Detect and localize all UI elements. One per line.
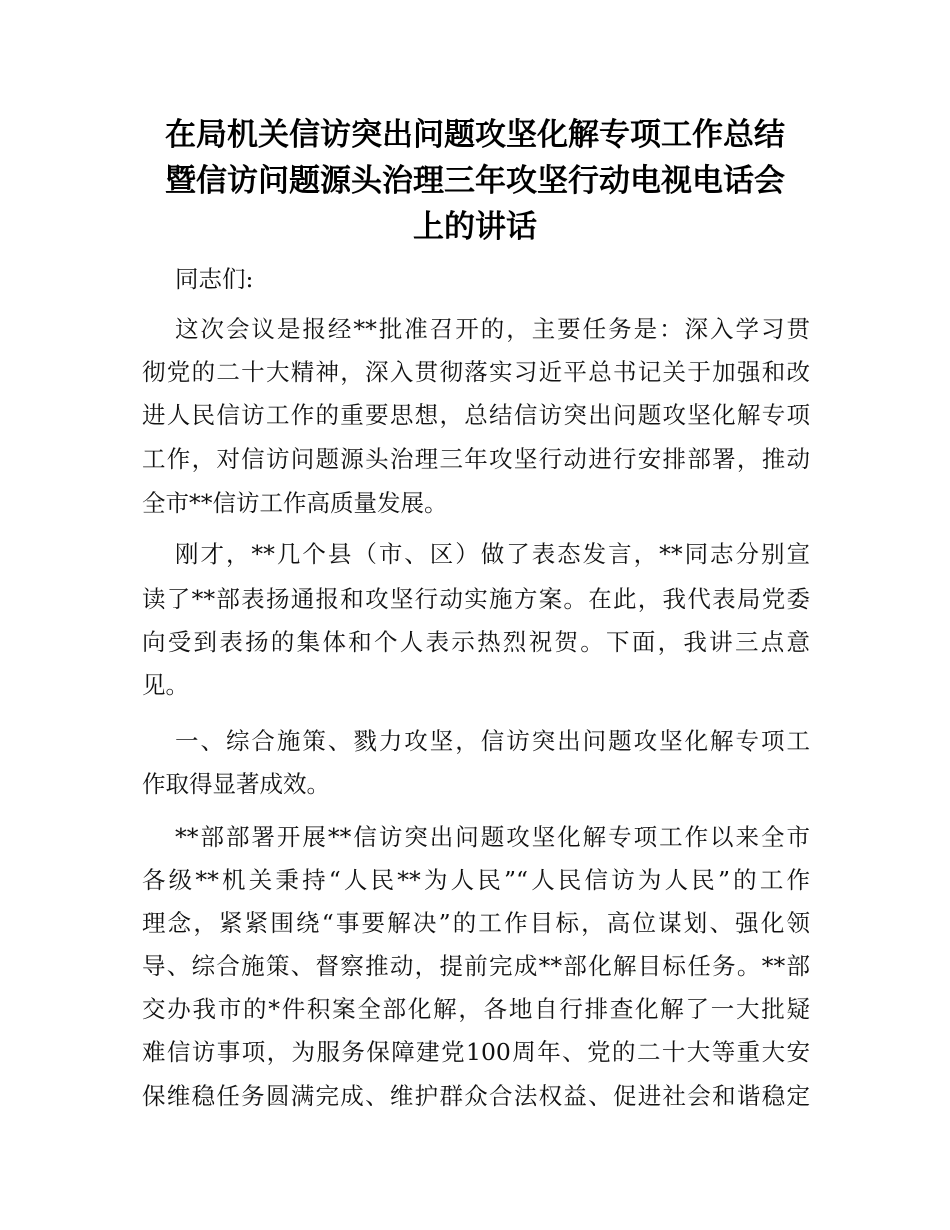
paragraph-1-line: 彻党的二十大精神，深入贯彻落实习近平总书记关于加强和改 xyxy=(142,358,810,386)
title-line: 上的讲话 xyxy=(413,209,537,245)
paragraph-3-line: 导、综合施策、督察推动，提前完成**部化解目标任务。**部 xyxy=(142,952,810,980)
paragraph-1-line: 这次会议是报经**批准召开的，主要任务是：深入学习贯 xyxy=(175,315,810,343)
salutation: 同志们: xyxy=(175,265,254,293)
paragraph-3-line: 交办我市的*件积案全部化解，各地自行排查化解了一大批疑 xyxy=(142,995,810,1023)
paragraph-1-line: 进人民信访工作的重要思想，总结信访突出问题攻坚化解专项 xyxy=(142,401,810,429)
paragraph-2-line: 见。 xyxy=(142,671,189,699)
title-line: 暨信访问题源头治理三年攻坚行动电视电话会 xyxy=(165,163,785,199)
paragraph-3-line: 各级**机关秉持“人民**为人民”“人民信访为人民”的工作 xyxy=(142,866,810,894)
title-line: 在局机关信访突出问题攻坚化解专项工作总结 xyxy=(165,117,785,153)
paragraph-2-line: 向受到表扬的集体和个人表示热烈祝贺。下面，我讲三点意 xyxy=(142,628,810,656)
section-heading-line: 作取得显著成效。 xyxy=(142,770,330,798)
paragraph-1-line: 全市**信访工作高质量发展。 xyxy=(142,489,448,517)
paragraph-2-line: 刚才，**几个县（市、区）做了表态发言，**同志分别宣 xyxy=(175,540,810,568)
section-heading-line: 一、综合施策、戮力攻坚，信访突出问题攻坚化解专项工 xyxy=(175,727,810,755)
paragraph-1-line: 工作，对信访问题源头治理三年攻坚行动进行安排部署，推动 xyxy=(142,445,810,473)
paragraph-3-line: 理念，紧紧围绕“事要解决”的工作目标，高位谋划、强化领 xyxy=(142,909,810,937)
paragraph-3-line: 保维稳任务圆满完成、维护群众合法权益、促进社会和谐稳定 xyxy=(142,1082,810,1110)
paragraph-3-line: 难信访事项，为服务保障建党100周年、党的二十大等重大安 xyxy=(142,1038,810,1066)
document-title xyxy=(100,112,850,250)
paragraph-3-line: **部部署开展**信访突出问题攻坚化解专项工作以来全市 xyxy=(175,823,810,851)
paragraph-2-line: 读了**部表扬通报和攻坚行动实施方案。在此，我代表局党委 xyxy=(142,585,810,613)
